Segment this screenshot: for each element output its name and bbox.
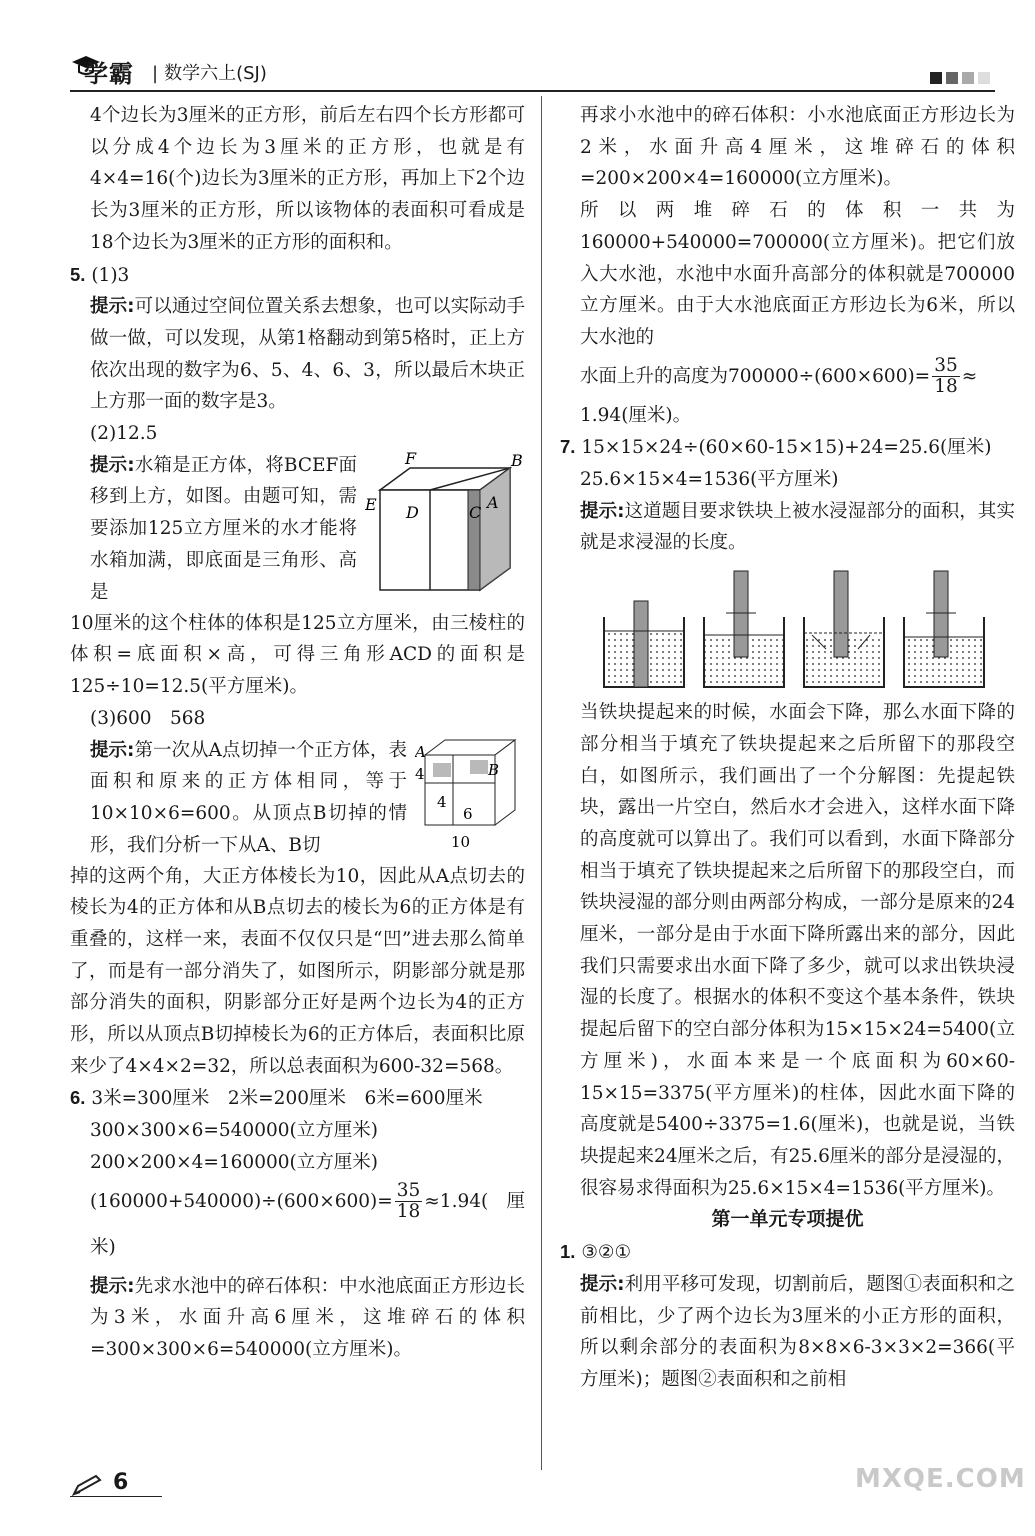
pencil-icon <box>70 1474 110 1498</box>
left-column <box>70 100 525 1366</box>
page-number: 6 <box>113 1470 129 1495</box>
figure-label: 4 <box>415 764 425 783</box>
answer-line: 15×15×24÷(60×60-15×15)+24=25.6(厘米) <box>581 437 992 459</box>
right-column <box>560 100 1015 1396</box>
hint-text: 这道题目要求铁块上被水浸湿部分的面积，其实就是求浸湿的长度。 <box>580 500 1015 554</box>
cube-diagram-figure <box>365 450 525 600</box>
hint-label: 提示: <box>90 296 135 318</box>
question-number: 5. <box>70 263 86 285</box>
section-title: 第一单元专项提优 <box>711 1208 864 1231</box>
hint-text: 水箱是正方体，将BCEF面移到上方，如图。由题可知，需要添加125立方厘米的水才能将水箱加满，即底面是三角形、高是 <box>90 454 358 603</box>
tank-3 <box>804 571 884 687</box>
answer: (3)600 568 <box>90 707 206 729</box>
fraction: $\frac{35}{18}$ <box>396 1180 421 1223</box>
hint-label: 提示: <box>90 454 135 476</box>
hint-text: 第一次从A点切掉一个正方体，表面积和原来的正方体相同，等于10×10×6=600。从顶点B切掉的情形，我们分析一下从A、B切 <box>90 739 407 856</box>
question-number: 7. <box>560 436 576 458</box>
paragraph: 掉的这两个角，大正方体棱长为10，因此从A点切去的棱长为4的正方体和从B点切去的棱长为6的正方体是有重叠的，这样一来，表面不仅仅只是“凹”进去那么简单了，而是有一部分消失了，如图所示，阴影部分就是那部分消失的面积，阴影部分正好是两个边长为4的正方形，所以从顶点B切掉棱长为6的正方体后，表面积比原来少了4×4×2=32，所以总表面积为600-32=568。 <box>70 865 525 1077</box>
header-squares-decoration <box>930 72 992 84</box>
paragraph: 当铁块提起来的时候，水面会下降，那么水面下降的部分相当于填充了铁块提起来之后所留下的那段空白，如图所示，我们画出了一个分解图：先提起铁块，露出一片空白，然后水才会进入，这样水面下降的高度就可以算出了。我们可以看到，水面下降部分相当于填充了铁块提起来之后所留下的那段空白，而铁块浸湿的部分则由两部分构成，一部分是原来的24厘米，一部分是由于水面下降所露出来的部分，因此我们只需要求出水面下降了多少，就可以求出铁块浸湿的长度了。根据水的体积不变这个基本条件，铁块提起后留下的空白部分体积为15×15×24=5400(立方厘米)，水面本来是一个底面积为60×60-15×15=3375(平方厘米)的柱体，因此水面下降的高度就是5400÷3375=1.6(厘米)，也就是说，当铁块提起来24厘米之后，有25.6厘米的部分是浸湿的，很容易求得面积为25.6×15×4=1536(平方厘米)。 <box>580 702 1015 1199</box>
figure-label: A <box>487 492 499 512</box>
column-divider <box>541 96 542 1470</box>
hint-text: 利用平移可发现，切割前后，题图①表面积和之前相比，少了两个边长为3厘米的小正方形的面积，所以剩余部分的表面积为8×8×6-3×3×2=366(平方厘米)；题图②表面积和之前相 <box>580 1273 1015 1390</box>
figure-label: D <box>406 502 419 522</box>
hint-text: 先求水池中的碎石体积：中水池底面正方形边长为3米，水面升高6厘米，这堆碎石的体积=300×300×6=540000(立方厘米)。 <box>90 1275 525 1360</box>
figure-label: C <box>469 502 482 522</box>
answer: ③②① <box>581 1242 632 1264</box>
answer: (2)12.5 <box>90 423 158 445</box>
paragraph: 所以两堆碎石的体积一共为160000+540000=700000(立方厘米)。把它们放入大水池，水池中水面升高部分的体积就是700000立方厘米。由于大水池底面正方形边长为6米，所以大水池的 <box>580 200 1015 348</box>
brand-logo-text: 学霸 <box>84 60 134 88</box>
hint-label: 提示: <box>90 739 135 761</box>
hint-text: 可以通过空间位置关系去想象，也可以实际动手做一做，可以发现，从第1格翻动到第5格时，正上方依次出现的数字为6、5、4、6、3，所以最后木块正上方那一面的数字是3。 <box>90 296 525 413</box>
fraction: $\frac{35}{18}$ <box>934 355 958 398</box>
header-rule <box>70 90 995 92</box>
figure-label: F <box>405 449 417 468</box>
answer-line: 300×300×6=540000(立方厘米) <box>90 1120 378 1142</box>
cut-cube-figure <box>415 735 525 855</box>
page-header <box>70 52 995 86</box>
footer-rule <box>70 1496 162 1497</box>
answer-line: 25.6×15×4=1536(平方厘米) <box>580 469 839 491</box>
hint-label: 提示: <box>580 500 625 522</box>
question-number: 6. <box>70 1087 86 1109</box>
hint-label: 提示: <box>90 1275 135 1297</box>
figure-label: B <box>511 450 523 470</box>
answer-line: 200×200×4=160000(立方厘米) <box>90 1151 378 1173</box>
water-tank-figure <box>600 565 1000 693</box>
figure-label: 4 <box>437 792 447 811</box>
hint-label: 提示: <box>580 1273 625 1295</box>
tank-2 <box>704 571 784 687</box>
paragraph: 4个边长为3厘米的正方形，前后左右四个长方形都可以分成4个边长为3厘米的正方形，也就是有4×4=16(个)边长为3厘米的正方形，再加上下2个边长为3厘米的正方形，所以该物体的表面积可看成是18个边长为3厘米的正方形的面积和。 <box>90 105 525 253</box>
answer: (1)3 <box>91 264 130 286</box>
tank-4 <box>904 571 984 687</box>
figure-label: 6 <box>463 804 473 823</box>
watermark: MXQE.COM <box>855 1464 1026 1494</box>
figure-label: 10 <box>451 832 471 851</box>
answer-line: 3米=300厘米 2米=200厘米 6米=600厘米 <box>91 1088 483 1110</box>
figure-label: B <box>488 760 500 779</box>
equation-prefix: 水面上升的高度为700000÷(600×600)= <box>580 365 931 387</box>
equation-prefix: (160000+540000)÷(600×600)= <box>90 1190 393 1212</box>
tank-1 <box>604 601 684 687</box>
figure-label: A <box>415 742 426 761</box>
paragraph: 10厘米的这个柱体的体积是125立方厘米，由三棱柱的体积=底面积×高，可得三角形ACD的面积是125÷10=12.5(平方厘米)。 <box>70 612 525 698</box>
book-subtitle: | 数学六上(SJ) <box>152 63 267 84</box>
paragraph: 1.94(厘米)。 <box>580 404 692 426</box>
equation-suffix: ≈1.94(厘米) <box>90 1190 525 1258</box>
question-number: 1. <box>560 1241 576 1263</box>
figure-label: E <box>365 494 377 514</box>
equation-suffix: ≈ <box>961 365 978 387</box>
paragraph: 再求小水池中的碎石体积：小水池底面正方形边长为2米，水面升高4厘米，这堆碎石的体积=200×200×4=160000(立方厘米)。 <box>580 105 1015 190</box>
